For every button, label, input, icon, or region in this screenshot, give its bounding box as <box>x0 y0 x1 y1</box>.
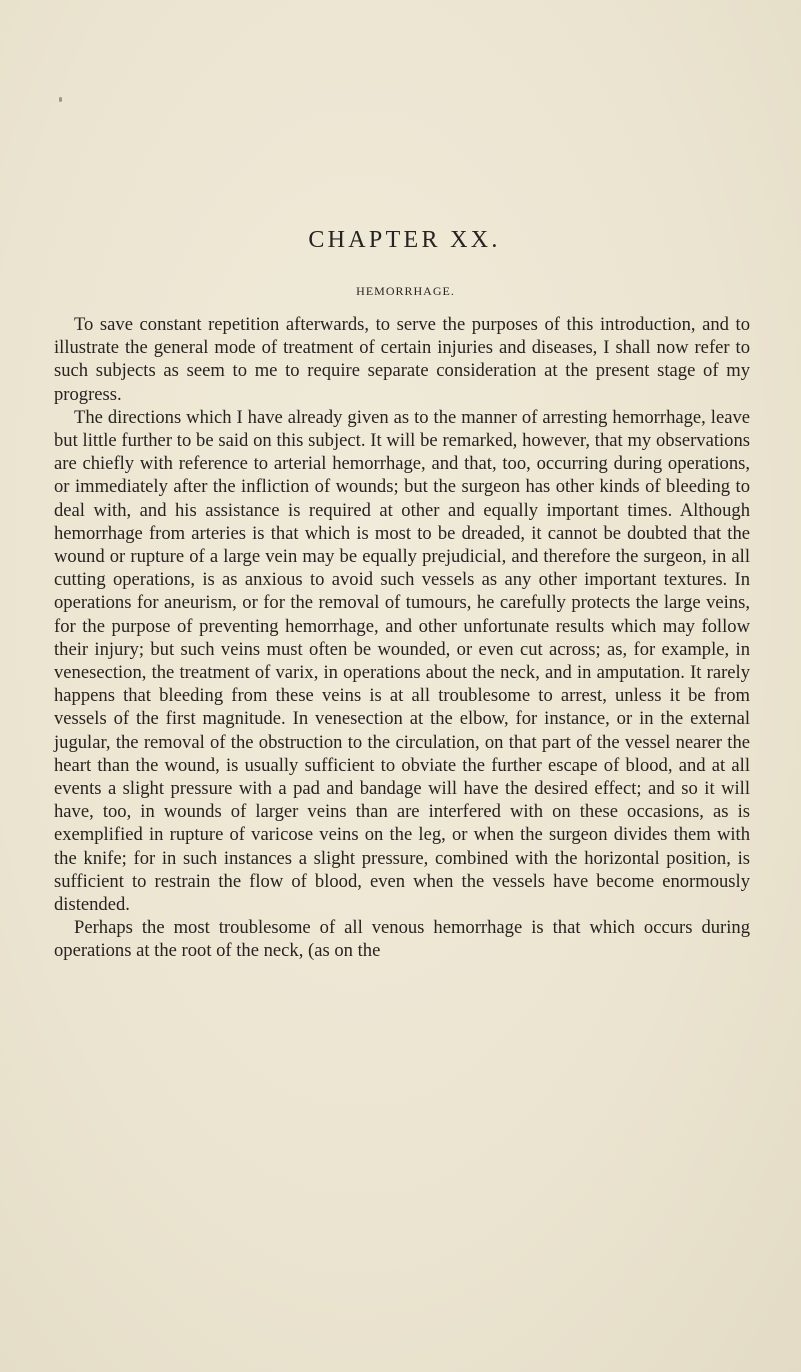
paragraph-1: To save constant repetition afterwards, to serve the purposes of this introduction, and to illustrate the general mode of treatment of certain injuries and diseases, I shall now refer to such subjects as seem to me to require separate consideration at the present stage of my progress. <box>54 314 750 405</box>
body-text <box>54 313 750 963</box>
ink-speck <box>59 97 62 102</box>
paragraph-2: The directions which I have already given as to the manner of arresting hemorrhage, leave but little further to be said on this subject. It will be remarked, however, that my observations are chiefly with reference to arterial hemorrhage, and that, too, occurring during operations, or immediately after the infliction of wounds; but the surgeon has other kinds of bleeding to deal with, and his assistance is required at other and equally important times. Although hemorrhage from arteries is that which is most to be dreaded, it cannot be doubted that the wound or rupture of a large vein may be equally prejudicial, and therefore the surgeon, in all cutting operations, is as anxious to avoid such vessels as any other important textures. In operations for aneurism, or for the removal of tumours, he carefully protects the large veins, for the purpose of preventing hemorrhage, and other unfortunate results which may follow their injury; but such veins must often be wounded, or even cut across; as, for example, in venesection, the treatment of varix, in operations about the neck, and in amputation. It rarely happens that bleeding from these veins is at all troublesome to arrest, unless it be from vessels of the first magnitude. In venesection at the elbow, for instance, or in the external jugular, the removal of the obstruction to the circulation, on that part of the vessel nearer the heart than the wound, is usually sufficient to obviate the further escape of blood, and at all events a slight pressure with a pad and bandage will have the desired effect; and so it will have, too, in wounds of larger veins than are interfered with on these occasions, as is exemplified in rupture of varicose veins on the leg, or when the surgeon divides them with the knife; for in such instances a slight pressure, combined with the horizontal position, is sufficient to restrain the flow of blood, even when the vessels have become enormously distended. <box>54 406 750 916</box>
paragraph-3: Perhaps the most troublesome of all venous hemorrhage is that which occurs during operations at the root of the neck, (as on the <box>54 917 750 962</box>
section-title: HEMORRHAGE. <box>356 284 455 298</box>
chapter-title: CHAPTER XX. <box>308 227 501 253</box>
